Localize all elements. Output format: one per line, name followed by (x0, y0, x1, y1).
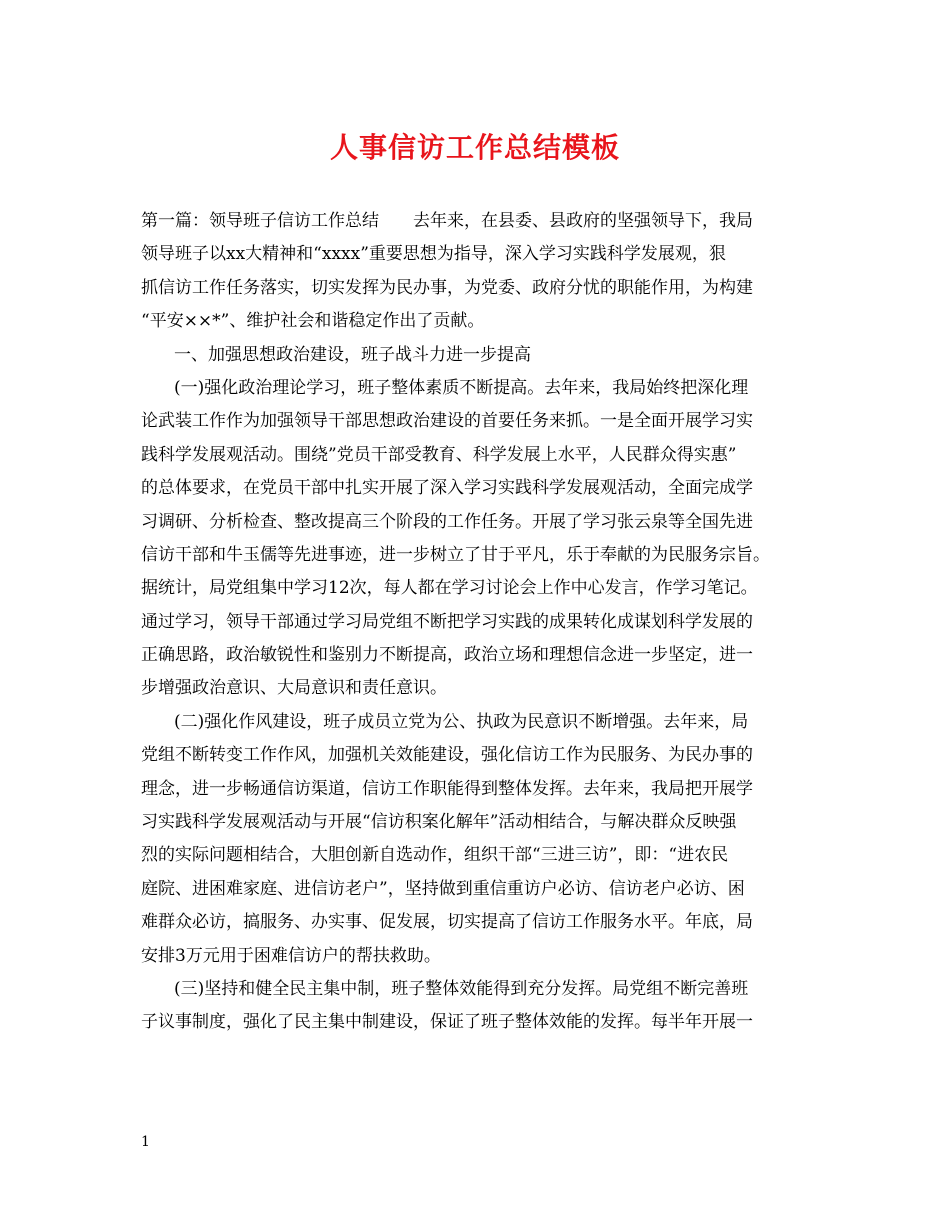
body-line: “平安××*”、维护社会和谐稳定作出了贡献。 (141, 311, 485, 332)
body-line: 论武装工作作为加强领导干部思想政治建设的首要任务来抓。一是全面开展学习实 (141, 411, 753, 432)
body-line: 抓信访工作任务落实，切实发挥为民办事，为党委、政府分忧的职能作用，为构建 (141, 277, 753, 298)
body-line: 习实践科学发展观活动与开展“信访积案化解年”活动相结合，与解决群众反映强 (141, 812, 737, 833)
body-line: (二)强化作风建设，班子成员立党为公、执政为民意识不断增强。去年来，局 (174, 711, 749, 732)
body-line: 习调研、分析检查、整改提高三个阶段的工作任务。开展了学习张云泉等全国先进 (141, 511, 753, 532)
body-line: 通过学习，领导干部通过学习局党组不断把学习实践的成果转化成谋划科学发展的 (141, 611, 753, 632)
body-line: 党组不断转变工作作风，加强机关效能建设，强化信访工作为民服务、为民办事的 (141, 745, 753, 766)
body-line: 据统计，局党组集中学习12次，每人都在学习讨论会上作中心发言，作学习笔记。 (141, 578, 758, 599)
document-title: 人事信访工作总结模板 (329, 131, 620, 164)
body-line: 信访干部和牛玉儒等先进事迹，进一步树立了甘于平凡，乐于奉献的为民服务宗旨。 (141, 544, 770, 565)
page-number: 1 (141, 1134, 150, 1150)
body-line: 子议事制度，强化了民主集中制建设，保证了班子整体效能的发挥。每半年开展一 (141, 1012, 753, 1033)
body-line: 领导班子以xx大精神和“xxxx”重要思想为指导，深入学习实践科学发展观，狠 (141, 244, 726, 265)
body-line: 庭院、进困难家庭、进信访老户”，坚持做到重信重访户必访、信访老户必访、困 (141, 878, 745, 899)
body-line: (三)坚持和健全民主集中制，班子整体效能得到充分发挥。局党组不断完善班 (174, 978, 749, 999)
body-line: 安排3万元用于困难信访户的帮扶救助。 (141, 945, 441, 966)
body-line: 践科学发展观活动。围绕”党员干部受教育、科学发展上水平，人民群众得实惠” (141, 444, 737, 465)
body-line: 理念，进一步畅通信访渠道，信访工作职能得到整体发挥。去年来，我局把开展学 (141, 778, 753, 799)
body-line: 的总体要求，在党员干部中扎实开展了深入学习实践科学发展观活动，全面完成学 (141, 478, 753, 499)
body-line: 正确思路，政治敏锐性和鉴别力不断提高，政治立场和理想信念进一步坚定，进一 (141, 645, 753, 666)
body-line: 烈的实际问题相结合，大胆创新自选动作，组织干部“三进三访”，即：“进农民 (141, 845, 729, 866)
body-line: 一、加强思想政治建设，班子战斗力进一步提高 (174, 344, 531, 365)
body-line: 步增强政治意识、大局意识和责任意识。 (141, 678, 447, 699)
document-body (141, 205, 817, 1040)
body-line: 难群众必访，搞服务、办实事、促发展，切实提高了信访工作服务水平。年底，局 (141, 912, 753, 933)
body-line: (一)强化政治理论学习，班子整体素质不断提高。去年来，我局始终把深化理 (174, 377, 749, 398)
body-line: 第一篇：领导班子信访工作总结 去年来，在县委、县政府的坚强领导下，我局 (141, 211, 753, 231)
